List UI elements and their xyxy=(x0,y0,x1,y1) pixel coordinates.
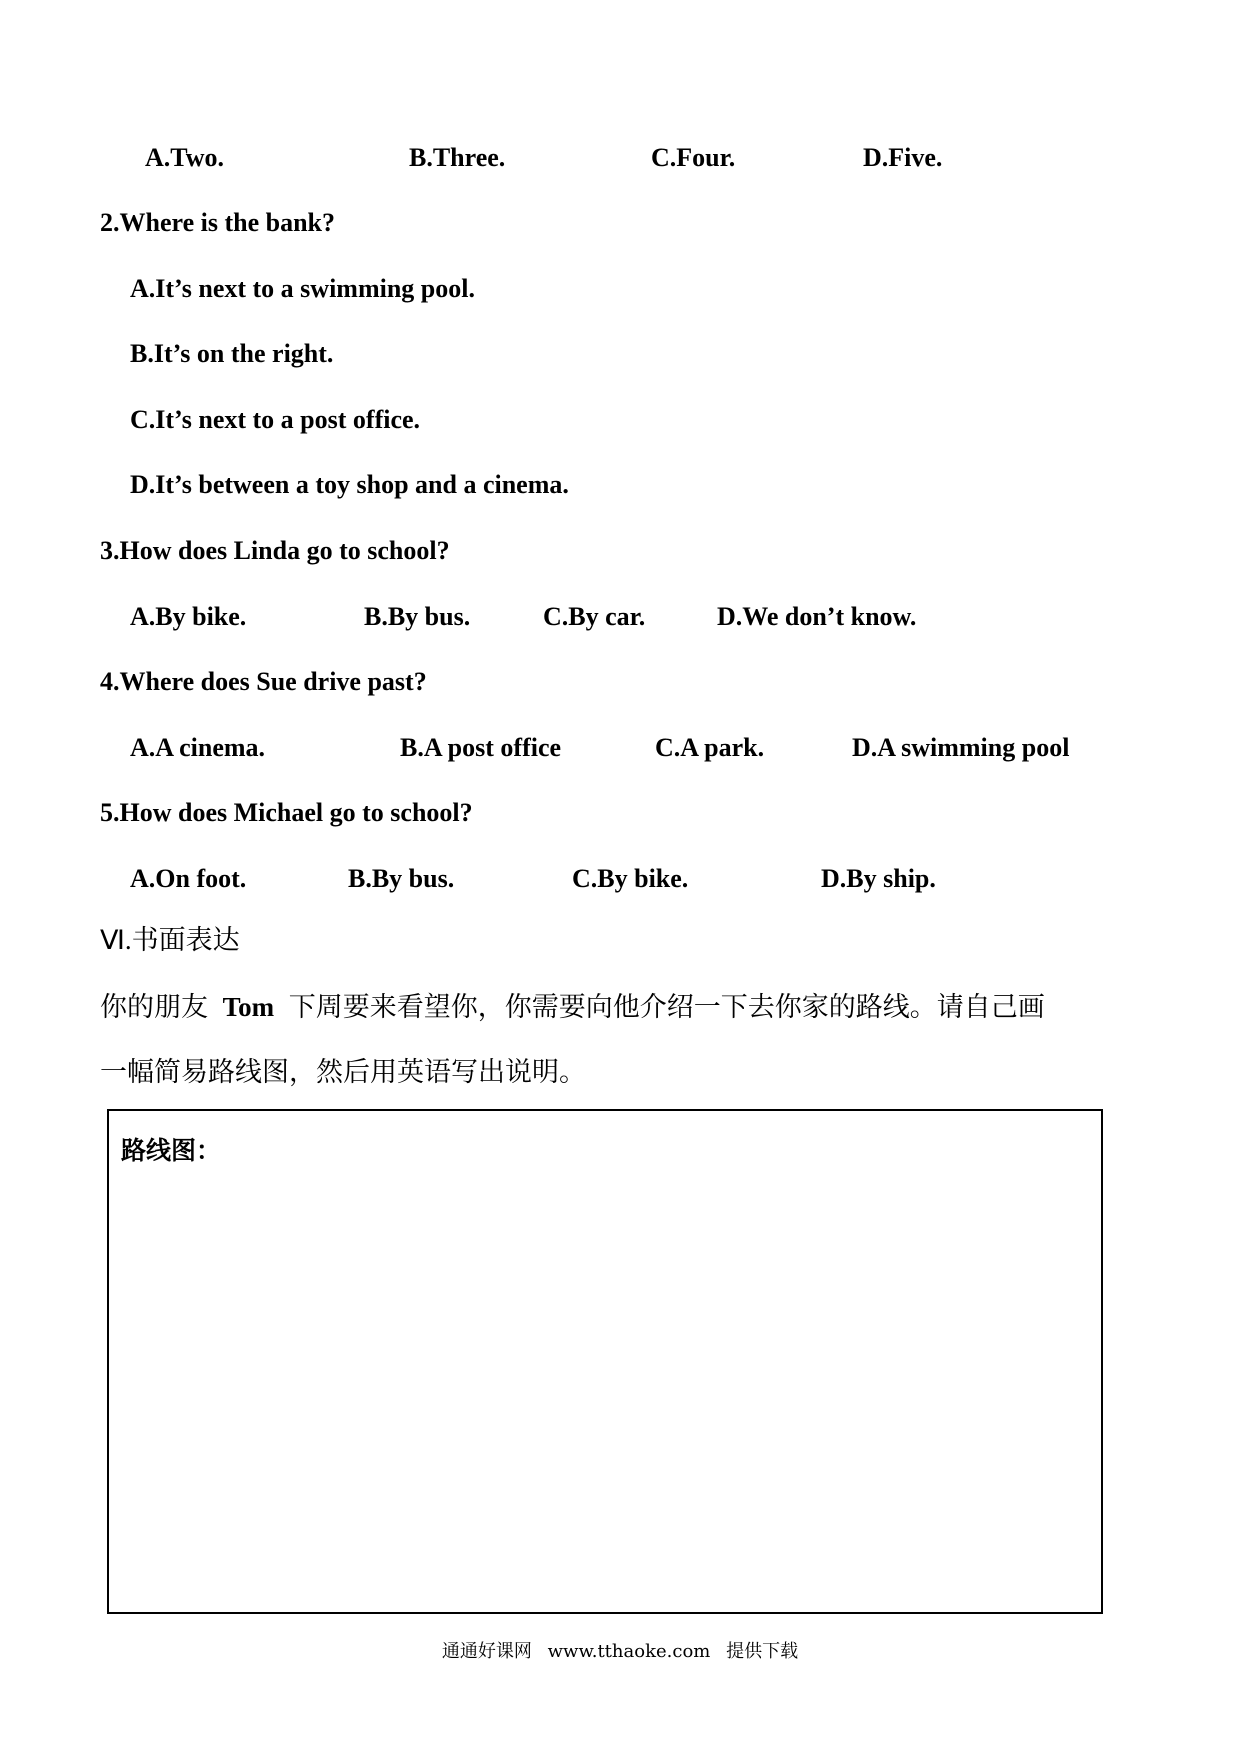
section-6-heading xyxy=(100,922,240,959)
footer-site-name: 通通好课网 xyxy=(441,1641,532,1662)
section-6-title: 书面表达 xyxy=(131,925,240,956)
q5-option-d: D.By ship. xyxy=(821,864,936,893)
q5-option-b: B.By bus. xyxy=(348,864,455,893)
q5-question: 5.How does Michael go to school? xyxy=(100,798,473,827)
q4-option-a: A.A cinema. xyxy=(130,733,266,762)
q2-option-c: C.It’s next to a post office. xyxy=(130,405,421,434)
q2-question: 2.Where is the bank? xyxy=(100,208,335,237)
q3-option-a: A.By bike. xyxy=(130,602,247,631)
q4-question: 4.Where does Sue drive past? xyxy=(100,667,427,696)
q1-option-b: B.Three. xyxy=(409,143,506,172)
footer-note: 提供下载 xyxy=(726,1641,799,1662)
q2-option-a: A.It’s next to a swimming pool. xyxy=(130,274,475,303)
q4-option-b: B.A post office xyxy=(400,733,562,762)
q4-option-c: C.A park. xyxy=(655,733,765,762)
q5-option-c: C.By bike. xyxy=(572,864,689,893)
q1-option-c: C.Four. xyxy=(651,143,736,172)
q1-option-d: D.Five. xyxy=(863,143,943,172)
section-6-number: Ⅵ. xyxy=(100,925,132,955)
q3-option-b: B.By bus. xyxy=(364,602,471,631)
q2-option-b: B.It’s on the right. xyxy=(130,339,334,368)
prompt-part-2: 下周要来看望你，你需要向他介绍一下去你家的路线。请自己画 xyxy=(288,992,1045,1023)
q3-question: 3.How does Linda go to school? xyxy=(100,536,450,565)
route-map-label: 路线图： xyxy=(121,1136,222,1165)
q2-option-d: D.It’s between a toy shop and a cinema. xyxy=(130,470,569,499)
prompt-part-1: 你的朋友 xyxy=(100,992,208,1023)
page-footer xyxy=(0,1637,1240,1663)
footer-url[interactable]: www.tthaoke.com xyxy=(547,1641,711,1662)
writing-prompt-line-1 xyxy=(100,989,1045,1026)
q4-option-d: D.A swimming pool xyxy=(852,733,1070,762)
q3-option-d: D.We don’t know. xyxy=(717,602,917,631)
q5-option-a: A.On foot. xyxy=(130,864,247,893)
q3-option-c: C.By car. xyxy=(543,602,646,631)
route-map-box[interactable] xyxy=(107,1109,1103,1614)
prompt-name: Tom xyxy=(222,992,275,1022)
writing-prompt-line-2: 一幅简易路线图，然后用英语写出说明。 xyxy=(100,1057,586,1088)
q1-option-a: A.Two. xyxy=(145,143,224,172)
